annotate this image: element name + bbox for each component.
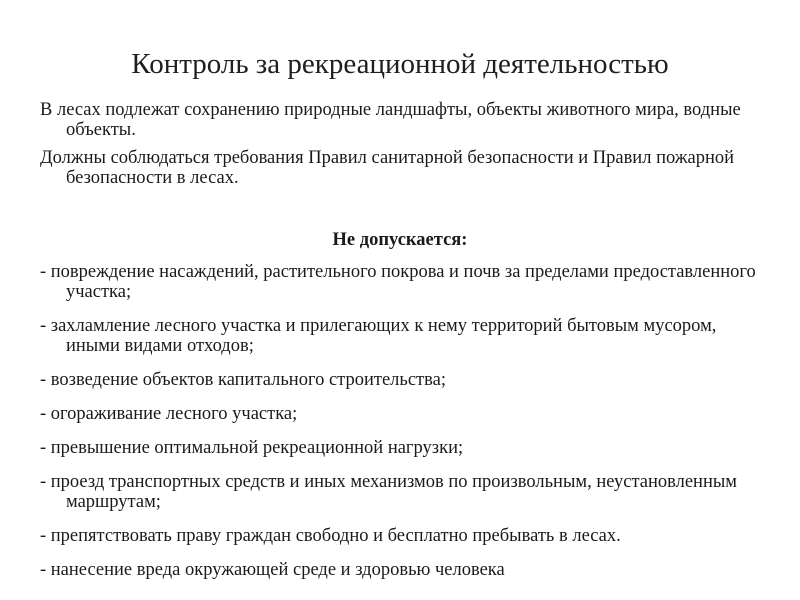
list-item: - возведение объектов капитального строительства; bbox=[40, 370, 446, 390]
list-item: - превышение оптимальной рекреационной нагрузки; bbox=[40, 438, 464, 458]
list-item: - препятствовать праву граждан свободно и бесплатно пребывать в лесах. bbox=[40, 526, 621, 546]
paragraph-safety-rules: Должны соблюдаться требования Правил санитарной безопасности и Правил пожарной безопасности в лесах. bbox=[40, 148, 735, 188]
slide-content bbox=[40, 100, 760, 594]
list-item: - огораживание лесного участка; bbox=[40, 404, 298, 424]
spacer bbox=[40, 196, 760, 230]
list-item: - повреждение насаждений, растительного покрова и почв за пределами предоставленного участка; bbox=[40, 262, 756, 302]
list-item: - нанесение вреда окружающей среде и здоровью человека bbox=[40, 560, 505, 580]
slide-title: Контроль за рекреационной деятельностью bbox=[131, 48, 669, 80]
paragraph-preservation: В лесах подлежат сохранению природные ландшафты, объекты животного мира, водные объекты. bbox=[40, 100, 741, 140]
list-item: - проезд транспортных средств и иных механизмов по произвольным, неустановленным маршрутам; bbox=[40, 472, 737, 512]
list-item: - захламление лесного участка и прилегающих к нему территорий бытовым мусором, иными видами отходов; bbox=[40, 316, 717, 356]
subheading-not-allowed: Не допускается: bbox=[332, 230, 468, 250]
